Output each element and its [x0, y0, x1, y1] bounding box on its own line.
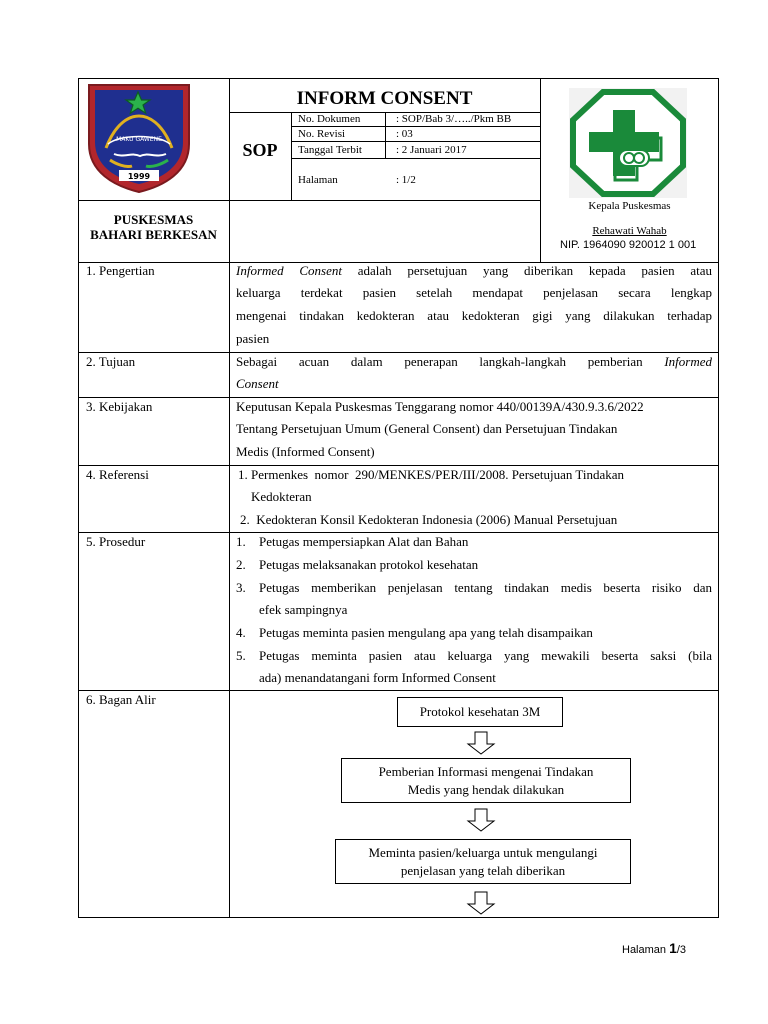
- document-title: INFORM CONSENT: [296, 88, 473, 109]
- flow-box-2-line-1: Pemberian Informasi mengenai Tindakan: [378, 763, 594, 779]
- referensi-line-2: Kedokteran: [251, 489, 312, 504]
- prosedur-item-3-cont: efek sampingnya: [259, 602, 348, 617]
- kebijakan-line-2: Tentang Persetujuan Umum (General Consent) dan Persetujuan Tindakan: [236, 421, 618, 436]
- regency-shield-logo: [86, 82, 192, 194]
- pengertian-italic: Informed Consent: [236, 263, 342, 278]
- flow-box-3: [335, 839, 631, 884]
- pengertian-label: 1. Pengertian: [86, 263, 155, 278]
- page-value: : 1/2: [396, 174, 416, 186]
- prosedur-item-5: Petugas meminta pasien atau keluarga yang mewakili beserta saksi (bila: [259, 648, 712, 663]
- prosedur-item-5-cont: ada) menandatangani form Informed Consent: [259, 670, 496, 685]
- referensi-label: 4. Referensi: [86, 467, 149, 482]
- prosedur-num-1: 1.: [236, 534, 246, 549]
- org-line-1: PUSKESMAS: [113, 212, 194, 227]
- doc-number-value: : SOP/Bab 3/…../Pkm BB: [396, 113, 512, 125]
- org-line-2: BAHARI BERKESAN: [90, 227, 217, 242]
- page-label: Halaman: [298, 174, 338, 186]
- page-footer: [622, 940, 686, 956]
- prosedur-num-3: 3.: [236, 580, 246, 595]
- prosedur-num-5: 5.: [236, 648, 246, 663]
- revision-value: : 03: [396, 128, 413, 140]
- puskesmas-logo: [569, 88, 687, 198]
- flow-box-1: [397, 697, 563, 727]
- prosedur-item-3: Petugas memberikan penjelasan tentang tindakan medis beserta risiko dan: [259, 580, 712, 595]
- flow-box-1-text: Protokol kesehatan 3M: [419, 704, 541, 719]
- pengertian-text-1: adalah persetujuan yang diberikan kepada pasien atau: [357, 263, 712, 278]
- signer-name: Rehawati Wahab: [592, 225, 667, 237]
- flow-box-2-line-2: Medis yang hendak dilakukan: [407, 781, 565, 797]
- prosedur-num-2: 2.: [236, 557, 246, 572]
- prosedur-item-1: Petugas mempersiapkan Alat dan Bahan: [259, 534, 469, 549]
- issue-date-value: : 2 Januari 2017: [396, 144, 467, 156]
- doc-value-divider: [385, 112, 386, 158]
- prosedur-num-4: 4.: [236, 625, 246, 640]
- pengertian-line-2: keluarga terdekat pasien setelah mendapat penjelasan secara lengkap: [236, 285, 712, 300]
- tujuan-label: 2. Tujuan: [86, 354, 136, 369]
- kebijakan-label: 3. Kebijakan: [86, 399, 153, 414]
- issue-date-label: Tanggal Terbit: [298, 144, 362, 156]
- revision-label: No. Revisi: [298, 128, 346, 140]
- flow-box-2: [341, 758, 631, 803]
- logo-motto: MAKU GAWENE: [116, 136, 162, 143]
- flow-arrow-down-icon: [466, 891, 496, 915]
- pengertian-line-3: mengenai tindakan kedokteran atau kedokteran gigi yang dilakukan terhadap: [236, 308, 712, 323]
- tujuan-italic-1: Informed: [664, 354, 712, 369]
- sop-label: SOP: [242, 140, 278, 160]
- tujuan-text: Sebagai acuan dalam penerapan langkah-langkah pemberian: [236, 354, 643, 369]
- tujuan-italic-2: Consent: [236, 376, 279, 391]
- signer-title: Kepala Puskesmas: [588, 200, 671, 212]
- footer-prefix: Halaman: [622, 944, 670, 956]
- flow-box-3-line-2: penjelasan yang telah diberikan: [400, 862, 566, 878]
- kebijakan-line-3: Medis (Informed Consent): [236, 444, 375, 459]
- prosedur-item-2: Petugas melaksanakan protokol kesehatan: [259, 557, 479, 572]
- header-mid-line: [78, 200, 540, 201]
- logo-year: 1999: [127, 172, 151, 181]
- pengertian-line-1: [236, 262, 712, 280]
- referensi-line-3: 2. Kedokteran Konsil Kedokteran Indonesia (2006) Manual Persetujuan: [240, 512, 618, 527]
- tujuan-line-2: [236, 375, 279, 393]
- referensi-line-1: 1. Permenkes nomor 290/MENKES/PER/III/2008. Persetujuan Tindakan: [238, 467, 625, 482]
- column-divider: [229, 78, 230, 918]
- bagan-alir-label: 6. Bagan Alir: [86, 692, 156, 707]
- organization-name: [78, 212, 229, 242]
- tujuan-line-1: [236, 353, 712, 371]
- prosedur-item-4: Petugas meminta pasien mengulang apa yang telah disampaikan: [259, 625, 593, 640]
- signer-nip: NIP. 1964090 920012 1 001: [560, 239, 697, 251]
- flow-arrow-down-icon: [466, 808, 496, 832]
- doc-row-line: [291, 141, 540, 142]
- prosedur-label: 5. Prosedur: [86, 534, 146, 549]
- doc-row-line: [291, 158, 540, 159]
- doc-number-label: No. Dokumen: [298, 113, 361, 125]
- row-divider: [78, 690, 719, 691]
- pengertian-line-4: pasien: [236, 331, 270, 346]
- kebijakan-line-1: Keputusan Kepala Puskesmas Tenggarang nomor 440/00139A/430.9.3.6/2022: [236, 399, 644, 414]
- flow-box-3-line-1: Meminta pasien/keluarga untuk mengulangi: [368, 844, 598, 860]
- footer-page-total: /3: [676, 944, 687, 956]
- footer-page-number: 1: [669, 940, 677, 956]
- flow-arrow-down-icon: [466, 731, 496, 755]
